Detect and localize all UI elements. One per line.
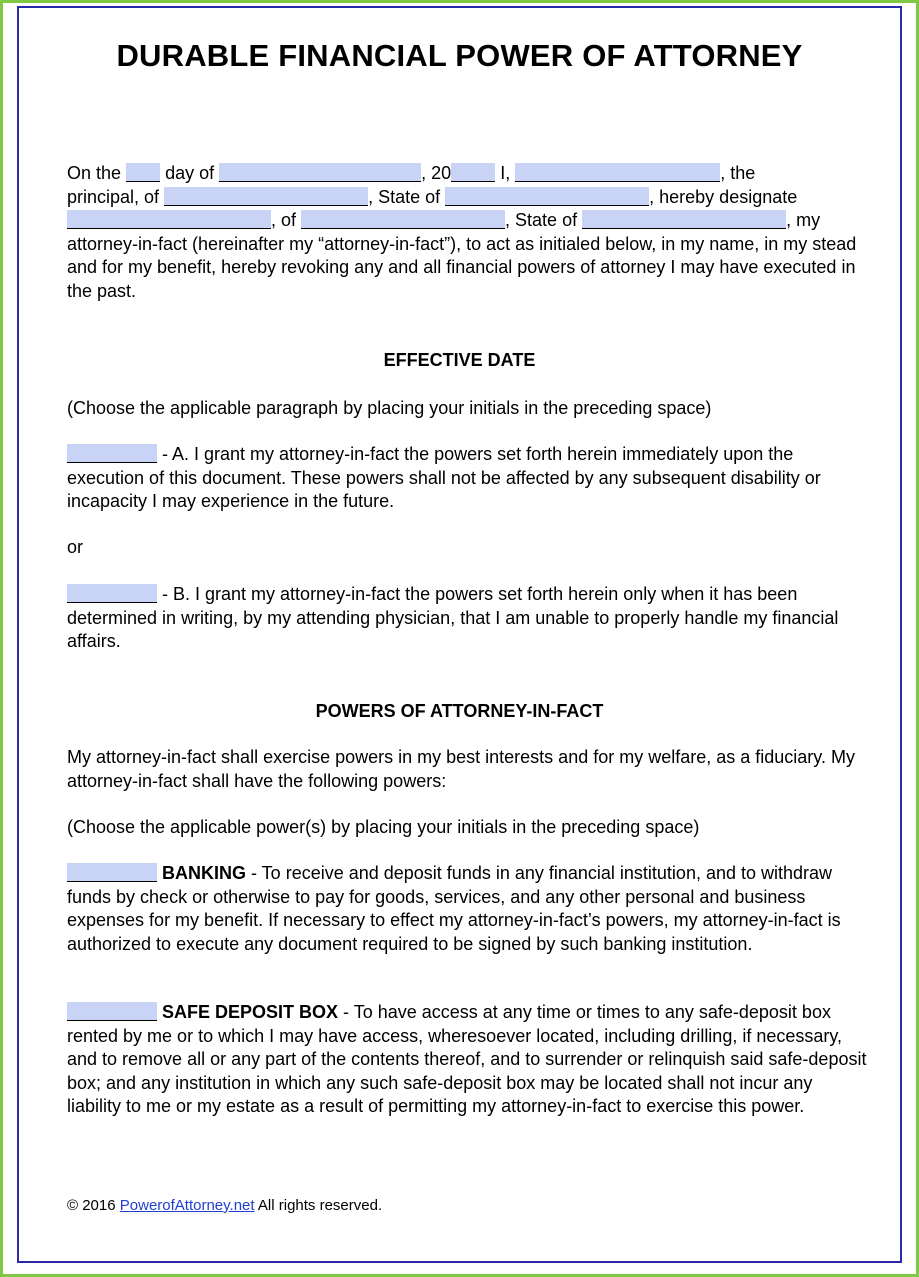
principal-name-field[interactable] xyxy=(515,163,720,182)
month-field[interactable] xyxy=(219,163,421,182)
safe-deposit-paragraph: SAFE DEPOSIT BOX - To have access at any time or times to any safe-deposit box rented by me or to which I may have access, wheresoever located, including drilling, if necessary, and to remove all or any part of the contents thereof, and to surrender or relinquish said safe-deposit box; and any institution in which any such safe-deposit box may be located shall not incur any liability to me or my estate as a result of permitting my attorney-in-fact to exercise this power. xyxy=(67,1002,867,1116)
powers-heading: POWERS OF ATTORNEY-IN-FACT xyxy=(315,701,604,721)
intro-paragraph xyxy=(67,162,867,303)
banking-initials-field[interactable] xyxy=(67,863,157,882)
or-text: or xyxy=(67,537,84,557)
option-a-paragraph: - A. I grant my attorney-in-fact the powers set forth herein immediately upon the execution of this document. These powers shall not be affected by any subsequent disability or incapacity I may experience in the future. xyxy=(67,444,821,511)
copyright-text: © 2016 xyxy=(67,1197,116,1214)
safe-deposit-label: SAFE DEPOSIT BOX xyxy=(162,1002,339,1022)
option-b-initials-field[interactable] xyxy=(67,584,157,603)
day-field[interactable] xyxy=(126,163,160,182)
intro-line-1: On the day of , 20 I, , the xyxy=(67,163,756,183)
year-field[interactable] xyxy=(451,163,495,182)
document-title: DURABLE FINANCIAL POWER OF ATTORNEY xyxy=(116,38,803,73)
rights-text: All rights reserved. xyxy=(257,1197,383,1214)
intro-text: attorney-in-fact (hereinafter my “attorney-in-fact”), to act as initialed below, in my name, in my stead and for my benefit, hereby revoking any and all financial powers of attorney I may have executed in the past. xyxy=(67,233,857,301)
banking-label: BANKING xyxy=(162,863,247,883)
principal-state-field[interactable] xyxy=(445,187,649,206)
safe-deposit-initials-field[interactable] xyxy=(67,1002,157,1021)
website-link[interactable]: PowerofAttorney.net xyxy=(119,1197,255,1214)
option-a-initials-field[interactable] xyxy=(67,444,157,463)
effective-date-instruction: (Choose the applicable paragraph by placing your initials in the preceding space) xyxy=(67,398,712,418)
option-b-paragraph: - B. I grant my attorney-in-fact the powers set forth herein only when it has been determined in writing, by my attending physician, that I am unable to properly handle my financial affairs. xyxy=(67,584,839,651)
intro-line-3: , of , State of , my xyxy=(67,209,867,233)
footer xyxy=(67,1197,382,1214)
powers-intro: My attorney-in-fact shall exercise powers in my best interests and for my welfare, as a fiduciary. My attorney-in-fact shall have the following powers: xyxy=(67,747,855,791)
effective-date-heading: EFFECTIVE DATE xyxy=(383,350,536,370)
principal-city-field[interactable] xyxy=(164,187,368,206)
banking-paragraph: BANKING - To receive and deposit funds in any financial institution, and to withdraw funds by check or otherwise to pay for goods, services, and any other personal and business expenses for my benefit. If necessary to effect my attorney-in-fact’s powers, my attorney-in-fact is authorized to execute any document required to be signed by such banking institution. xyxy=(67,863,841,954)
intro-line-2: principal, of , State of , hereby designate xyxy=(67,186,798,207)
attorney-name-field[interactable] xyxy=(67,210,271,229)
powers-instruction: (Choose the applicable power(s) by placing your initials in the preceding space) xyxy=(67,817,700,837)
attorney-state-field[interactable] xyxy=(582,210,786,229)
attorney-city-field[interactable] xyxy=(301,210,505,229)
